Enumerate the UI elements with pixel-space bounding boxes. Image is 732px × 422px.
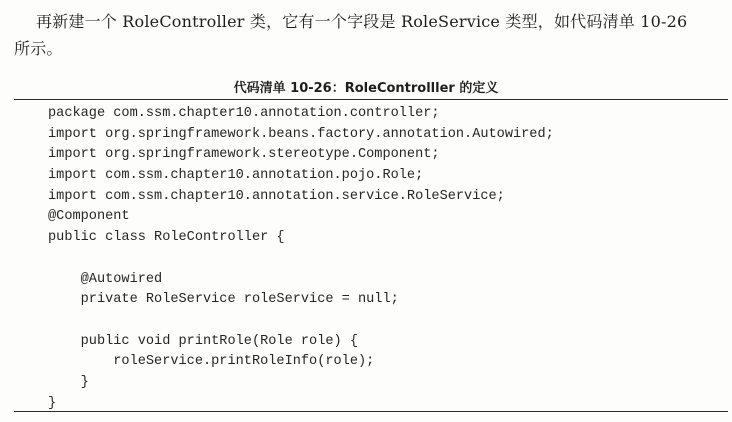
body-paragraph (14, 8, 726, 62)
code-line (48, 249, 554, 270)
paragraph-line-1: 再新建一个 RoleController 类，它有一个字段是 RoleService 类型，如代码清单 10-26 (36, 12, 688, 31)
code-line: import org.springframework.stereotype.Component; (48, 147, 440, 163)
code-line: } (48, 374, 89, 390)
code-line: package com.ssm.chapter10.annotation.controller; (48, 106, 440, 121)
code-listing-caption: 代码清单 10-26：RoleControlller 的定义 (233, 81, 499, 96)
code-line: @Component (48, 209, 130, 225)
code-line: roleService.printRoleInfo(role); (48, 354, 375, 370)
code-listing (48, 104, 554, 414)
code-line: } (48, 395, 57, 411)
listing-top-rule (14, 99, 728, 100)
code-line: import org.springframework.beans.factory.annotation.Autowired; (48, 126, 554, 142)
code-line: import com.ssm.chapter10.annotation.pojo.Role; (48, 168, 424, 184)
code-line: @Autowired (48, 271, 163, 287)
listing-bottom-rule (14, 411, 728, 412)
code-line: public void printRole(Role role) { (48, 333, 358, 349)
code-line: public class RoleController { (48, 230, 285, 246)
code-line (48, 311, 554, 332)
code-line: private RoleService roleService = null; (48, 292, 399, 308)
code-line: import com.ssm.chapter10.annotation.service.RoleService; (48, 188, 505, 204)
paragraph-line-2: 所示。 (14, 39, 63, 58)
